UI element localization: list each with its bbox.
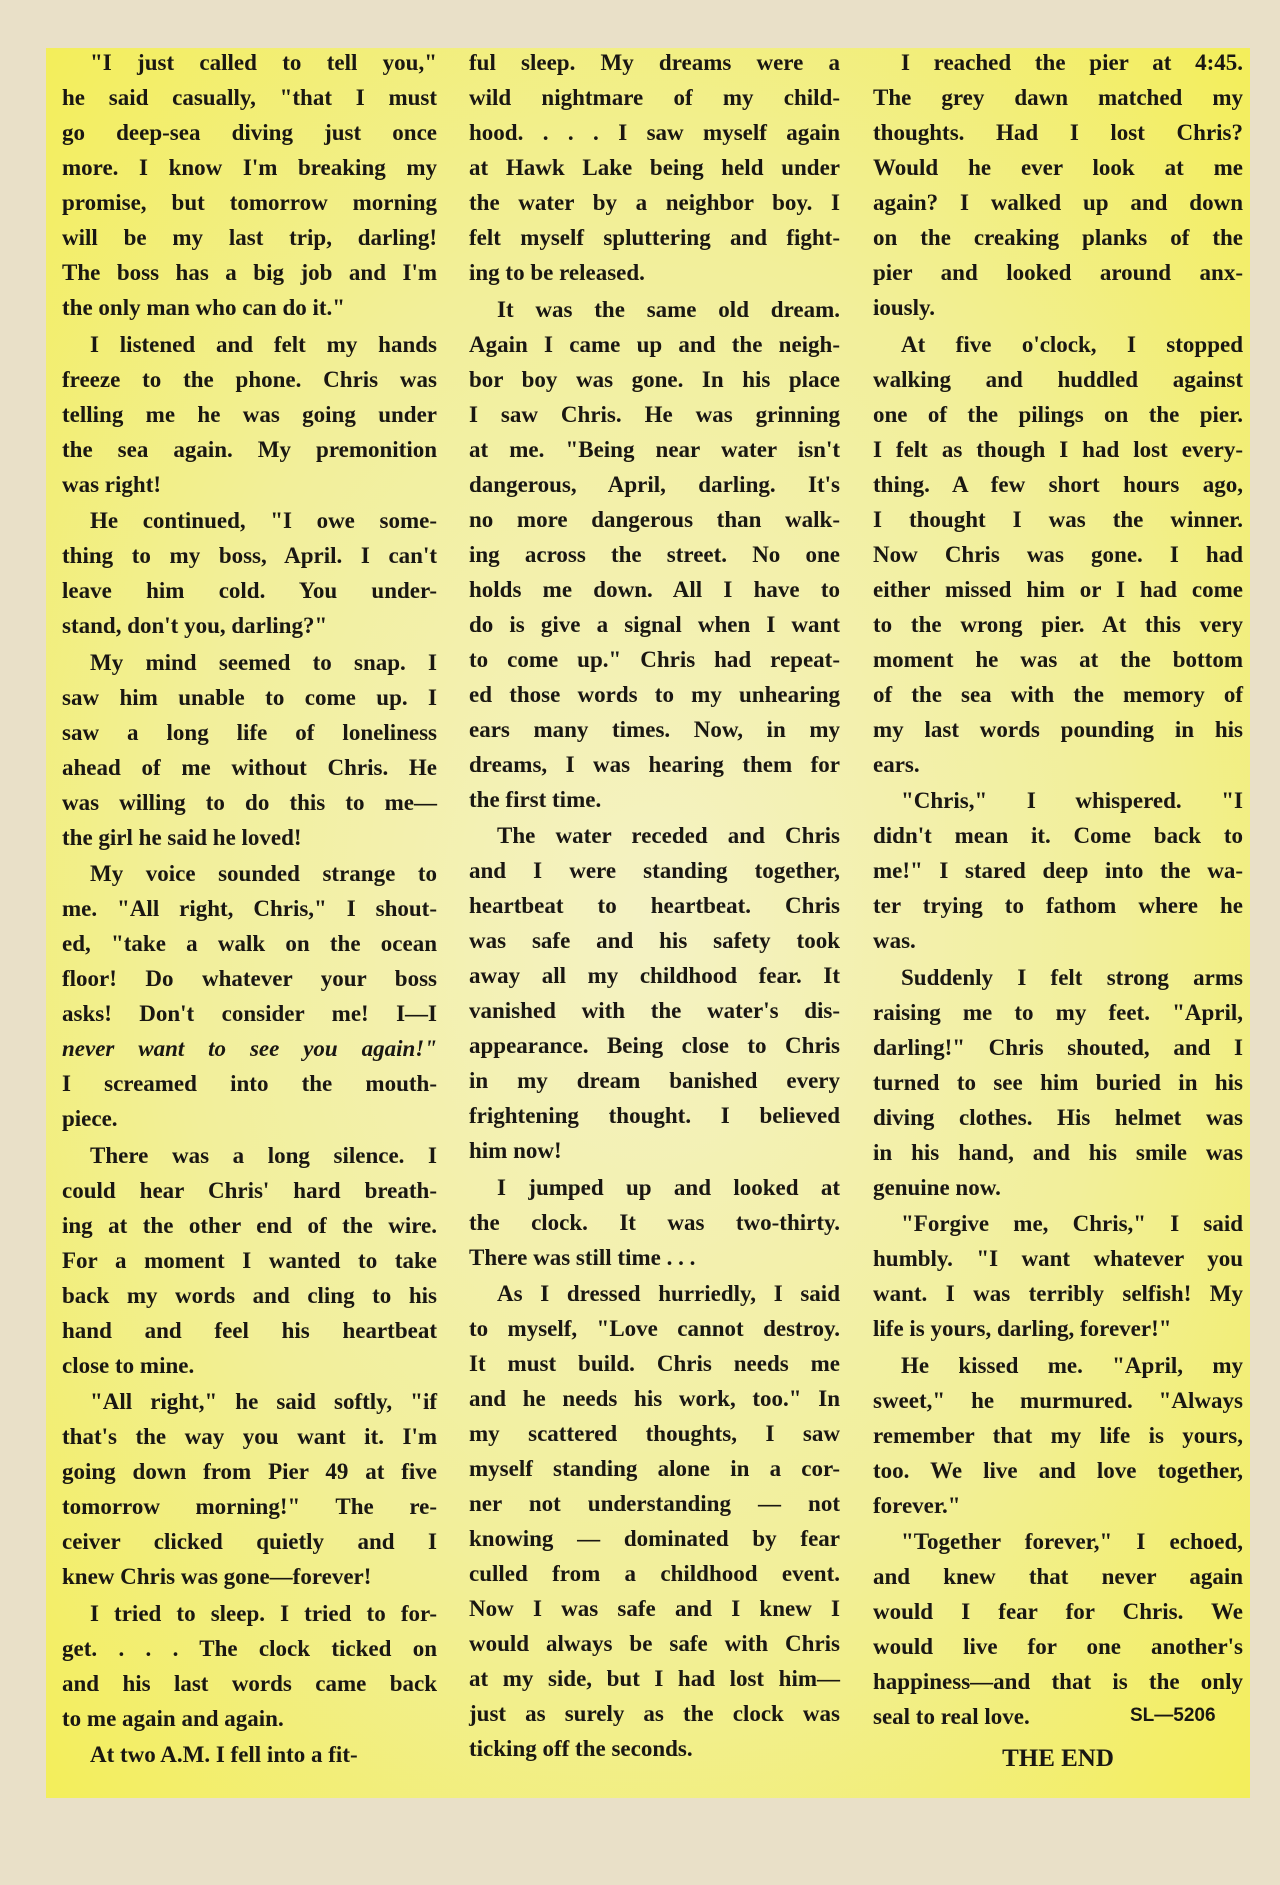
text-line: I tried to sleep. I tried to for-: [90, 1600, 437, 1626]
paragraph: [469, 818, 840, 1168]
text-line: too. We live and love together,: [873, 1457, 1243, 1483]
text-line: more. I know I'm breaking my: [62, 155, 437, 180]
text-line: was.: [873, 928, 916, 953]
text-line: ed, "take a walk on the ocean: [62, 931, 437, 956]
text-line: genuine now.: [873, 1174, 1001, 1200]
text-line: the only man who can do it.": [62, 295, 346, 320]
paragraph: [62, 856, 437, 1136]
text-line: freeze to the phone. Chris was: [62, 366, 437, 392]
text-line: ed those words to my unhearing: [469, 681, 840, 707]
paragraph: [62, 45, 437, 325]
text-line: thing. A few short hours ago,: [873, 471, 1243, 497]
text-line: him now!: [469, 1138, 562, 1163]
paragraph: [62, 1737, 437, 1772]
text-line: walking and huddled against: [873, 366, 1243, 392]
text-line: telling me he was going under: [62, 401, 437, 427]
paragraph: [873, 1348, 1243, 1523]
text-line: no more dangerous than walk-: [469, 506, 840, 532]
text-line: stand, don't you, darling?": [62, 613, 328, 638]
text-line: close to mine.: [62, 1352, 195, 1378]
text-line: appearance. Being close to Chris: [469, 1033, 840, 1058]
paragraph: [62, 645, 437, 855]
text-line: I thought I was the winner.: [873, 506, 1243, 532]
text-line: didn't mean it. Come back to: [873, 823, 1243, 848]
text-line: in my dream banished every: [469, 1068, 840, 1093]
text-line: one of the pilings on the pier.: [873, 401, 1243, 427]
text-line: going down from Pier 49 at five: [62, 1459, 437, 1484]
text-line: I felt as though I had lost every-: [873, 436, 1243, 462]
text-line: my last words pounding in his: [873, 716, 1243, 742]
text-line: leave him cold. You under-: [62, 578, 437, 603]
paragraph: [62, 1596, 437, 1736]
text-line: to me again and again.: [62, 1705, 284, 1731]
text-line: frightening thought. I believed: [469, 1103, 840, 1128]
text-line: dangerous, April, darling. It's: [469, 471, 840, 497]
text-line: either missed him or I had come: [873, 576, 1243, 602]
text-line: do is give a signal when I want: [469, 611, 840, 637]
text-line: the clock. It was two-thirty.: [469, 1209, 840, 1235]
text-line: on the creaking planks of the: [873, 225, 1243, 250]
paragraph: [62, 327, 437, 502]
text-line: the first time.: [469, 786, 602, 812]
text-line: tomorrow morning!" The re-: [62, 1494, 437, 1519]
text-line: ceiver clicked quietly and I: [62, 1529, 437, 1554]
text-line: was right!: [62, 471, 162, 497]
text-line: sweet," he murmured. "Always: [873, 1387, 1243, 1413]
text-line: seal to real love.: [873, 1704, 1030, 1729]
text-line: just as surely as the clock was: [469, 1701, 840, 1726]
text-line: away all my childhood fear. It: [469, 963, 840, 988]
text-line: heartbeat to heartbeat. Chris: [469, 893, 840, 918]
paragraph: [469, 1276, 840, 1766]
text-line: knowing — dominated by fear: [469, 1526, 840, 1551]
text-column-3: [873, 45, 1243, 1736]
text-line: happiness—and that is the only: [873, 1669, 1243, 1694]
paragraph: [873, 45, 1243, 325]
text-line: remember that my life is yours,: [873, 1422, 1243, 1448]
text-line: floor! Do whatever your boss: [62, 966, 437, 991]
text-line: ing across the street. No one: [469, 541, 840, 567]
paragraph: [469, 45, 840, 290]
text-line: could hear Chris' hard breath-: [62, 1177, 437, 1203]
paragraph: [62, 503, 437, 643]
text-line: darling!" Chris shouted, and I: [873, 1034, 1243, 1060]
text-line: in his hand, and his smile was: [873, 1139, 1243, 1165]
text-line: knew Chris was gone—forever!: [62, 1564, 372, 1589]
text-line: and knew that never again: [873, 1564, 1243, 1589]
text-line: go deep-sea diving just once: [62, 120, 437, 145]
text-line: vanished with the water's dis-: [469, 998, 840, 1023]
text-line: ter trying to fathom where he: [873, 893, 1243, 918]
paragraph: [469, 292, 840, 817]
text-line: was safe and his safety took: [469, 928, 840, 953]
text-line: and his last words came back: [62, 1670, 437, 1696]
text-line: I listened and felt my hands: [90, 331, 437, 357]
text-line: It must build. Chris needs me: [469, 1351, 840, 1376]
text-line: At five o'clock, I stopped: [901, 331, 1243, 357]
text-line: asks! Don't consider me! I—I: [62, 1001, 437, 1026]
text-line: at my side, but I had lost him—: [469, 1666, 840, 1691]
text-column-1: [62, 45, 437, 1774]
text-line: "I just called to tell you,": [90, 50, 437, 75]
text-line: I reached the pier at 4:45.: [901, 50, 1243, 75]
text-line: diving clothes. His helmet was: [873, 1104, 1243, 1130]
text-line: My voice sounded strange to: [90, 861, 437, 886]
text-line: would I fear for Chris. We: [873, 1599, 1243, 1624]
text-line: Now Chris was gone. I had: [873, 541, 1243, 567]
text-line: hand and feel his heartbeat: [62, 1317, 437, 1343]
paragraph: [62, 1138, 437, 1383]
text-line: ears.: [873, 751, 920, 777]
text-line: "Together forever," I echoed,: [901, 1529, 1243, 1554]
text-line: the girl he said he loved!: [62, 824, 302, 850]
text-line: "All right," he said softly, "if: [90, 1389, 437, 1414]
text-line: get. . . . The clock ticked on: [62, 1635, 437, 1661]
paragraph: [873, 960, 1243, 1205]
text-line: promise, but tomorrow morning: [62, 190, 437, 215]
text-line: holds me down. All I have to: [469, 576, 840, 602]
text-line: raising me to my feet. "April,: [873, 999, 1243, 1025]
text-line: that's the way you want it. I'm: [62, 1424, 437, 1449]
text-line: to myself, "Love cannot destroy.: [469, 1316, 840, 1341]
text-line: would always be safe with Chris: [469, 1631, 840, 1656]
text-line: He kissed me. "April, my: [901, 1352, 1243, 1378]
paragraph: [469, 1170, 840, 1275]
text-line: For a moment I wanted to take: [62, 1247, 437, 1273]
text-line: ears many times. Now, in my: [469, 716, 840, 742]
text-line: thing to my boss, April. I can't: [62, 543, 437, 568]
text-line: I jumped up and looked at: [497, 1174, 840, 1200]
text-line: He continued, "I owe some-: [90, 508, 437, 533]
the-end-label: THE END: [1002, 1745, 1114, 1772]
text-line: As I dressed hurriedly, I said: [497, 1281, 840, 1306]
text-line: pier and looked around anx-: [873, 260, 1243, 285]
text-line: me. "All right, Chris," I shout-: [62, 896, 437, 921]
text-line: saw him unable to come up. I: [62, 684, 437, 710]
text-line: The grey dawn matched my: [873, 85, 1243, 110]
text-line: Now I was safe and I knew I: [469, 1596, 840, 1621]
text-line: me!" I stared deep into the wa-: [873, 858, 1243, 883]
text-line: wild nightmare of my child-: [469, 85, 840, 110]
text-line: ner not understanding — not: [469, 1491, 840, 1516]
paragraph: [873, 1206, 1243, 1346]
text-line: It was the same old dream.: [497, 296, 840, 322]
text-line: felt myself spluttering and fight-: [469, 225, 840, 250]
text-line: the water by a neighbor boy. I: [469, 190, 840, 215]
text-line: The boss has a big job and I'm: [62, 260, 437, 285]
text-line: and I were standing together,: [469, 858, 840, 883]
text-line: ing to be released.: [469, 260, 645, 285]
text-line: ticking off the seconds.: [469, 1736, 693, 1761]
text-line: iously.: [873, 295, 936, 320]
text-line: ahead of me without Chris. He: [62, 754, 437, 780]
text-line: I saw Chris. He was grinning: [469, 401, 840, 427]
text-line: bor boy was gone. In his place: [469, 366, 840, 392]
text-line: Would he ever look at me: [873, 155, 1243, 180]
text-line: will be my last trip, darling!: [62, 225, 437, 250]
text-line: at me. "Being near water isn't: [469, 436, 840, 462]
text-line: to come up." Chris had repeat-: [469, 646, 840, 672]
text-line: ful sleep. My dreams were a: [469, 50, 840, 75]
text-line: forever.": [873, 1492, 961, 1518]
text-line: The water receded and Chris: [497, 823, 840, 848]
paragraph: [873, 783, 1243, 958]
text-line: myself standing alone in a cor-: [469, 1456, 840, 1481]
text-line: There was still time . . .: [469, 1244, 696, 1270]
text-line: ing at the other end of the wire.: [62, 1212, 437, 1238]
text-line: "Forgive me, Chris," I said: [901, 1211, 1243, 1236]
text-line: back my words and cling to his: [62, 1282, 437, 1308]
text-line: culled from a childhood event.: [469, 1561, 840, 1586]
text-line: Again I came up and the neigh-: [469, 331, 840, 357]
text-line: again? I walked up and down: [873, 190, 1243, 215]
text-line: would live for one another's: [873, 1634, 1243, 1659]
text-column-2: [469, 45, 840, 1768]
text-line: thoughts. Had I lost Chris?: [873, 120, 1243, 145]
text-line: My mind seemed to snap. I: [90, 649, 437, 675]
text-line: he said casually, "that I must: [62, 85, 437, 110]
text-line: saw a long life of loneliness: [62, 719, 437, 745]
story-code: SL—5206: [1130, 1705, 1216, 1726]
text-line: was willing to do this to me—: [62, 789, 437, 815]
text-line: humbly. "I want whatever you: [873, 1246, 1243, 1271]
text-line: Suddenly I felt strong arms: [901, 964, 1243, 990]
paragraph: [873, 327, 1243, 782]
text-line: and he needs his work, too." In: [469, 1386, 840, 1411]
paragraph: [62, 1384, 437, 1594]
text-line: at Hawk Lake being held under: [469, 155, 840, 180]
text-line: to the wrong pier. At this very: [873, 611, 1243, 637]
text-line: "Chris," I whispered. "I: [901, 788, 1243, 813]
text-line: want. I was terribly selfish! My: [873, 1281, 1243, 1306]
text-line: the sea again. My premonition: [62, 436, 437, 462]
text-line: my scattered thoughts, I saw: [469, 1421, 840, 1446]
text-line: There was a long silence. I: [90, 1142, 437, 1168]
text-line: moment he was at the bottom: [873, 646, 1243, 672]
text-line: life is yours, darling, forever!": [873, 1316, 1172, 1341]
text-line: I screamed into the mouth-: [62, 1071, 437, 1096]
text-line: piece.: [62, 1106, 118, 1131]
text-line: of the sea with the memory of: [873, 681, 1243, 707]
paragraph: [873, 1524, 1243, 1734]
text-line: dreams, I was hearing them for: [469, 751, 840, 777]
text-line: turned to see him buried in his: [873, 1069, 1243, 1095]
text-line: never want to see you again!": [62, 1036, 437, 1061]
text-line: hood. . . . I saw myself again: [469, 120, 840, 145]
text-line: At two A.M. I fell into a fit-: [90, 1742, 358, 1767]
